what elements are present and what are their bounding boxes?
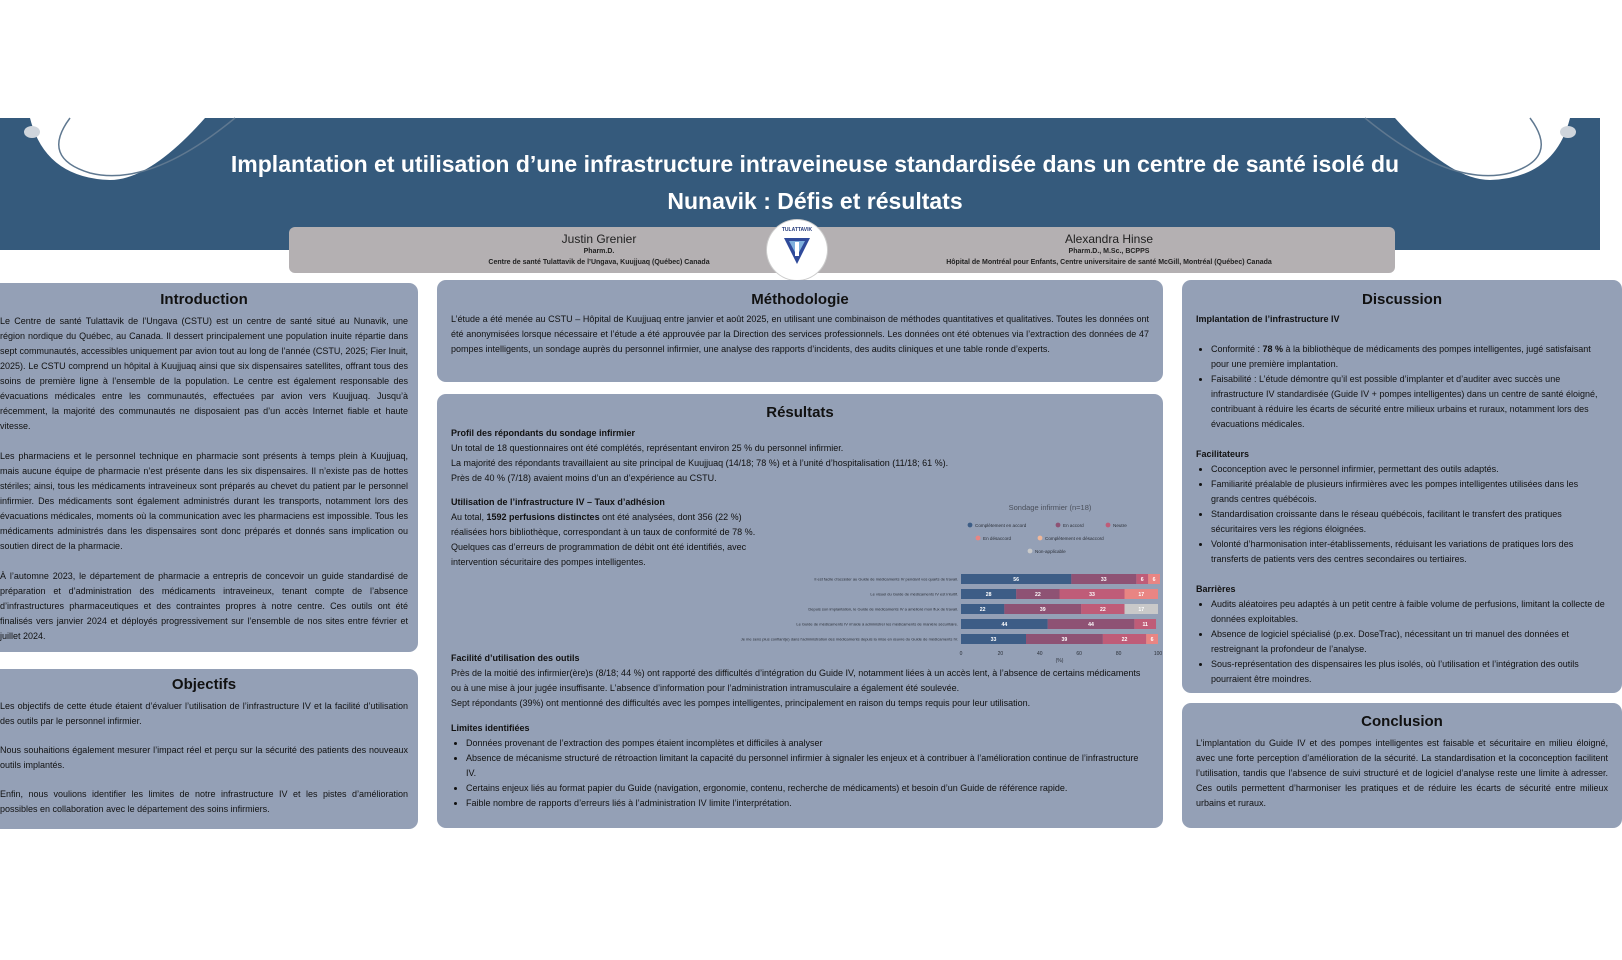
legend-swatch	[1106, 523, 1111, 528]
author-1-name: Justin Grenier	[561, 232, 637, 246]
legend-label: Neutre	[1113, 523, 1127, 528]
objectifs-title: Objectifs	[171, 676, 237, 693]
bar-value-label: 6	[1152, 577, 1156, 583]
implantation-title: Implantation de l’infrastructure IV	[1196, 314, 1340, 324]
bar-value-label: 6	[1140, 577, 1144, 583]
profil-line-1: Un total de 18 questionnaires ont été complétés, représentant environ 25 % du personnel infirmier.	[451, 443, 844, 453]
decorative-swirl-left	[0, 118, 230, 188]
objectifs-paragraph-2: Nous souhaitions également mesurer l’impact réel et perçu sur la sécurité des patients des nouveaux outils implantés.	[0, 745, 408, 770]
author-1-degree: Pharm.D.	[583, 248, 615, 255]
facilitateur-item: • Familiarité préalable de plusieurs infirmières avec les pompes intelligentes utilisées dans les grands centres québécois.	[1211, 477, 1608, 507]
bar-value-label: 28	[985, 592, 992, 598]
limite-item: • Certains enjeux liés au format papier du Guide (navigation, ergonomie, contenu, recherche de médicaments) et besoin d’un Guide de référence rapide.	[466, 781, 1149, 796]
barriere-item: • Absence de logiciel spécialisé (p.ex. DoseTrac), nécessitant un tri manuel des données et restreignant la profondeur de l’analyse.	[1211, 627, 1608, 657]
author-bar	[289, 227, 1395, 273]
introduction-paragraph-3: À l’automne 2023, le département de pharmacie a entrepris de concevoir un guide standardisé de préparation et d’administration des médicaments intraveineux, tenant compte de l’absence d’infrastructures pharmaceutiques et des contraintes propres à notre centre. Ces outils ont été finalisés vers janvier 2024 et déployés progressivement sur l’ensemble de nos sites entre février et juillet 2024.	[0, 571, 408, 641]
bar-value-label: 39	[1061, 637, 1068, 643]
facilitateur-item: • Volonté d’harmonisation inter-établissements, réduisant les variations de pratiques lors des transferts de patients vers des centres secondaires ou tertiaires.	[1211, 537, 1608, 567]
limites-title: Limites identifiées	[451, 723, 530, 733]
x-tick-label: 40	[1037, 651, 1043, 657]
author-2-affiliation: Hôpital de Montréal pour Enfants, Centre universitaire de santé McGill, Montréal (Québec) Canada	[946, 259, 1272, 266]
introduction-paragraph-1: Le Centre de santé Tulattavik de l’Ungava (CSTU) est un centre de santé situé au Nunavik, une région nordique du Québec, au Canada. Il dessert principalement une population inuite répartie dans sept communautés, accessibles uniquement par avion tout au long de l’année (CSTU, 2025; Fier Inuit, 2025). Le CSTU comprend un hôpital à Kuujjuaq ainsi que six dispensaires satellites, offrant tous des soins de première ligne à l’ensemble de la population. Le centre est également responsable des évacuations médicales entre les communautés, effectuées par avion vers Kuujjuaq. Jusqu’à récemment, la majorité des communautés ne disposaient pas d’un accès Internet fiable et haute vitesse.	[0, 316, 408, 431]
limite-item: • Absence de mécanisme structuré de rétroaction limitant la capacité du personnel infirmier à signaler les enjeux et à contribuer à l’amélioration continue de l’infrastructure IV.	[466, 751, 1149, 781]
bar-value-label: 22	[1034, 592, 1041, 598]
category-label: Il est facile d’accéder au Guide de médicaments IV pendant vos quarts de travail.	[814, 576, 958, 582]
bar-value-label: 33	[1100, 577, 1107, 583]
bar-value-label: 33	[1089, 592, 1095, 598]
chart-title: Sondage infirmier (n=18)	[1008, 503, 1092, 512]
x-tick-label: 20	[997, 651, 1004, 657]
conformite-label: Conformité :	[1211, 344, 1263, 354]
utilisation-post: ont été analysées, dont 356 (22 %) réalisées hors bibliothèque, correspondant à un taux de conformité de 78 %. Quelques cas d’erreurs de programmation de débit ont été identifiés, avec intervention sécuritaire des pompes intelligentes.	[451, 512, 756, 567]
facilitateur-item: • Coconception avec le personnel infirmier, permettant des outils adaptés.	[1211, 462, 1608, 477]
conclusion-text: L’implantation du Guide IV et des pompes intelligentes est faisable et sécuritaire en milieu éloigné, avec une forte perception d’amélioration de la sécurité. La standardisation et la coconception facilitent l’utilisation, tandis que l’absence de suivi structuré et de logiciel d’analyse reste une limite à adresser. Ces outils permettent d’harmoniser les pratiques et de réduire les écarts de sécurité entre milieux urbains et ruraux.	[1196, 738, 1608, 808]
bar-value-label: 11	[1142, 622, 1148, 628]
profil-title: Profil des répondants du sondage infirmier	[451, 428, 636, 438]
logo-text: TULATTAVIK	[781, 227, 813, 233]
facilite-line-1: Près de la moitié des infirmier(ère)s (8/18; 44 %) ont rapporté des difficultés d’intégration du Guide IV, notamment liées à un accès lent, à l’absence de certains médicaments ou à une mise à jour jugée insuffisante. L’absence d’information pour l’administration intramusculaire a également été soulevée.	[451, 668, 1141, 693]
legend-label: Complètement en désaccord	[1045, 536, 1104, 541]
legend-label: Complètement en accord	[975, 523, 1027, 528]
introduction-paragraph-2: Les pharmaciens et le personnel technique en pharmacie sont présents à temps plein à Kuujjuaq, mais aucune équipe de pharmacie n’est présente dans les six dispensaires. Il n’existe pas de hottes stériles; ainsi, tous les médicaments intraveineux sont préparés au chevet du patient par le personnel infirmier. Des médicaments sont également administrés durant les transports, notamment lors des évacuations médicales, moments où la communication avec les pharmaciens est impossible. Tous les médicaments administrés dans les dispensaires sont donc préparés et donnés sans implication ou soutien direct de la pharmacie.	[0, 451, 408, 551]
bar-value-label: 22	[979, 607, 986, 613]
author-2-name: Alexandra Hinse	[1064, 232, 1154, 246]
resultats-title: Résultats	[766, 404, 834, 421]
legend-label: En accord	[1063, 523, 1084, 528]
category-label: Le visuel du Guide de médicaments IV est intuitif.	[870, 591, 958, 597]
legend-swatch	[1038, 536, 1043, 541]
discussion-title: Discussion	[1361, 291, 1443, 308]
introduction-title: Introduction	[160, 291, 248, 308]
objectifs-paragraph-3: Enfin, nous voulions identifier les limites de notre infrastructure IV et les pistes d’amélioration possibles en collaboration avec le département des soins infirmiers.	[0, 789, 408, 814]
resultats-card	[437, 394, 1163, 828]
conformite-item	[1211, 342, 1608, 372]
conformite-value: 78 %	[1262, 344, 1284, 354]
category-label: Depuis son implantation, le Guide de médicaments IV a amélioré mon flux de travail.	[808, 606, 958, 612]
profil-line-3: Près de 40 % (7/18) avaient moins d’un an d’expérience au CSTU.	[451, 473, 717, 483]
methodologie-text: L’étude a été menée au CSTU – Hôpital de Kuujjuaq entre janvier et août 2025, en utilisant une combinaison de méthodes quantitatives et qualitatives. Toutes les données ont été anonymisées lorsque nécessaire et l’étude a été approuvée par la Direction des services professionnels. Les données ont été obtenues via l’extraction des données de 47 pompes intelligents, un sondage auprès du personnel infirmier, une analyse des rapports d’incidents, des audits cliniques et une table ronde d’experts.	[451, 314, 1149, 354]
bar-value-label: 56	[1013, 577, 1020, 583]
methodologie-card	[437, 280, 1163, 382]
conformite-text: à la bibliothèque de médicaments des pompes intelligentes, jugé satisfaisant pour une première implantation.	[1211, 344, 1591, 369]
utilisation-bold: 1592 perfusions distinctes	[486, 512, 600, 522]
conclusion-card	[1182, 703, 1622, 828]
bar-value-label: 33	[990, 637, 997, 643]
category-label: Je me sens plus confiant(e) dans l’administration des médicaments depuis la mise en œuvre du Guide de médicaments IV.	[740, 636, 958, 642]
barriere-item: • Sous-représentation des dispensaires les plus isolés, où l’utilisation et l’intégration des outils pourraient être moindres.	[1211, 657, 1608, 687]
introduction-card	[0, 283, 418, 652]
discussion-card	[1182, 280, 1622, 693]
legend-swatch	[1056, 523, 1061, 528]
poster-title	[200, 146, 1430, 220]
bar-value-label: 6	[1150, 637, 1154, 643]
author-1-affiliation: Centre de santé Tulattavik de l’Ungava, Kuujjuaq (Québec) Canada	[488, 259, 710, 266]
x-tick-label: 60	[1076, 651, 1082, 657]
objectifs-card	[0, 669, 418, 829]
bar-value-label: 17	[1138, 607, 1145, 613]
bar-value-label: 39	[1039, 607, 1046, 613]
facilite-line-2: Sept répondants (39%) ont mentionné des difficultés avec les pompes intelligentes, principalement en raison du temps requis pour leur utilisation.	[451, 698, 1031, 708]
poster-title-line2: Nunavik : Défis et résultats	[667, 188, 963, 214]
profil-line-2: La majorité des répondants travaillaient au site principal de Kuujjuaq (14/18; 78 %) et à l’unité d’hospitalisation (11/18; 61 %).	[451, 458, 949, 468]
conclusion-title: Conclusion	[1361, 713, 1443, 730]
facilitateurs-title: Facilitateurs	[1196, 449, 1250, 459]
legend-swatch	[1028, 549, 1033, 554]
legend-swatch	[976, 536, 981, 541]
legend-label: En désaccord	[983, 536, 1012, 541]
x-tick-label: 0	[959, 651, 963, 657]
bar-value-label: 44	[1001, 622, 1008, 628]
category-label: Le Guide de médicaments IV m’aide à administrer les médicaments de manière sécuritaire.	[796, 621, 958, 627]
x-tick-label: 100	[1153, 651, 1163, 657]
bar-value-label: 17	[1138, 592, 1145, 598]
author-2-degree: Pharm.D., M.Sc., BCPPS	[1068, 248, 1150, 255]
utilisation-text	[451, 510, 769, 570]
methodologie-title: Méthodologie	[751, 291, 849, 308]
objectifs-paragraph-1: Les objectifs de cette étude étaient d’évaluer l’utilisation de l’infrastructure IV et la facilité d’utilisation des outils par le personnel infirmier.	[0, 701, 408, 726]
limite-item: • Données provenant de l’extraction des pompes étaient incomplètes et difficiles à analyser	[466, 736, 1149, 751]
limite-item: • Faible nombre de rapports d’erreurs liés à l’administration IV limite l’interprétation.	[466, 796, 1149, 811]
bar-value-label: 22	[1099, 607, 1106, 613]
survey-chart	[740, 502, 1165, 674]
x-axis-label: (%)	[1055, 658, 1064, 664]
poster-title-line1: Implantation et utilisation d’une infrastructure intraveineuse standardisée dans un centre de santé isolé du	[230, 151, 1400, 177]
utilisation-title: Utilisation de l’infrastructure IV – Taux d’adhésion	[451, 497, 665, 507]
barriere-item: • Audits aléatoires peu adaptés à un petit centre à faible volume de perfusions, limitant la collecte de données exploitables.	[1211, 597, 1608, 627]
bar-value-label: 22	[1121, 637, 1128, 643]
facilitateur-item: • Standardisation croissante dans le réseau québécois, facilitant le transfert des pratiques sécuritaires vers les régions éloignées.	[1211, 507, 1608, 537]
faisabilite-item: • Faisabilité : L’étude démontre qu’il est possible d’implanter et d’auditer avec succès une infrastructure IV standardisée (Guide IV + pompes intelligentes) dans un centre de santé éloigné, contribuant à réduire les écarts de sécurité entre milieux urbains et ruraux, notamment lors des évacuations médicales.	[1211, 372, 1608, 432]
bar-value-label: 44	[1088, 622, 1094, 628]
x-tick-label: 80	[1115, 651, 1122, 657]
legend-swatch	[968, 523, 973, 528]
utilisation-pre: Au total,	[451, 512, 487, 522]
legend-label: Non-applicable	[1035, 549, 1066, 554]
author-1	[449, 232, 749, 268]
tulattavik-logo	[767, 220, 827, 280]
author-2	[849, 232, 1369, 268]
barrieres-title: Barrières	[1196, 584, 1236, 594]
facilite-title: Facilité d’utilisation des outils	[451, 653, 580, 663]
